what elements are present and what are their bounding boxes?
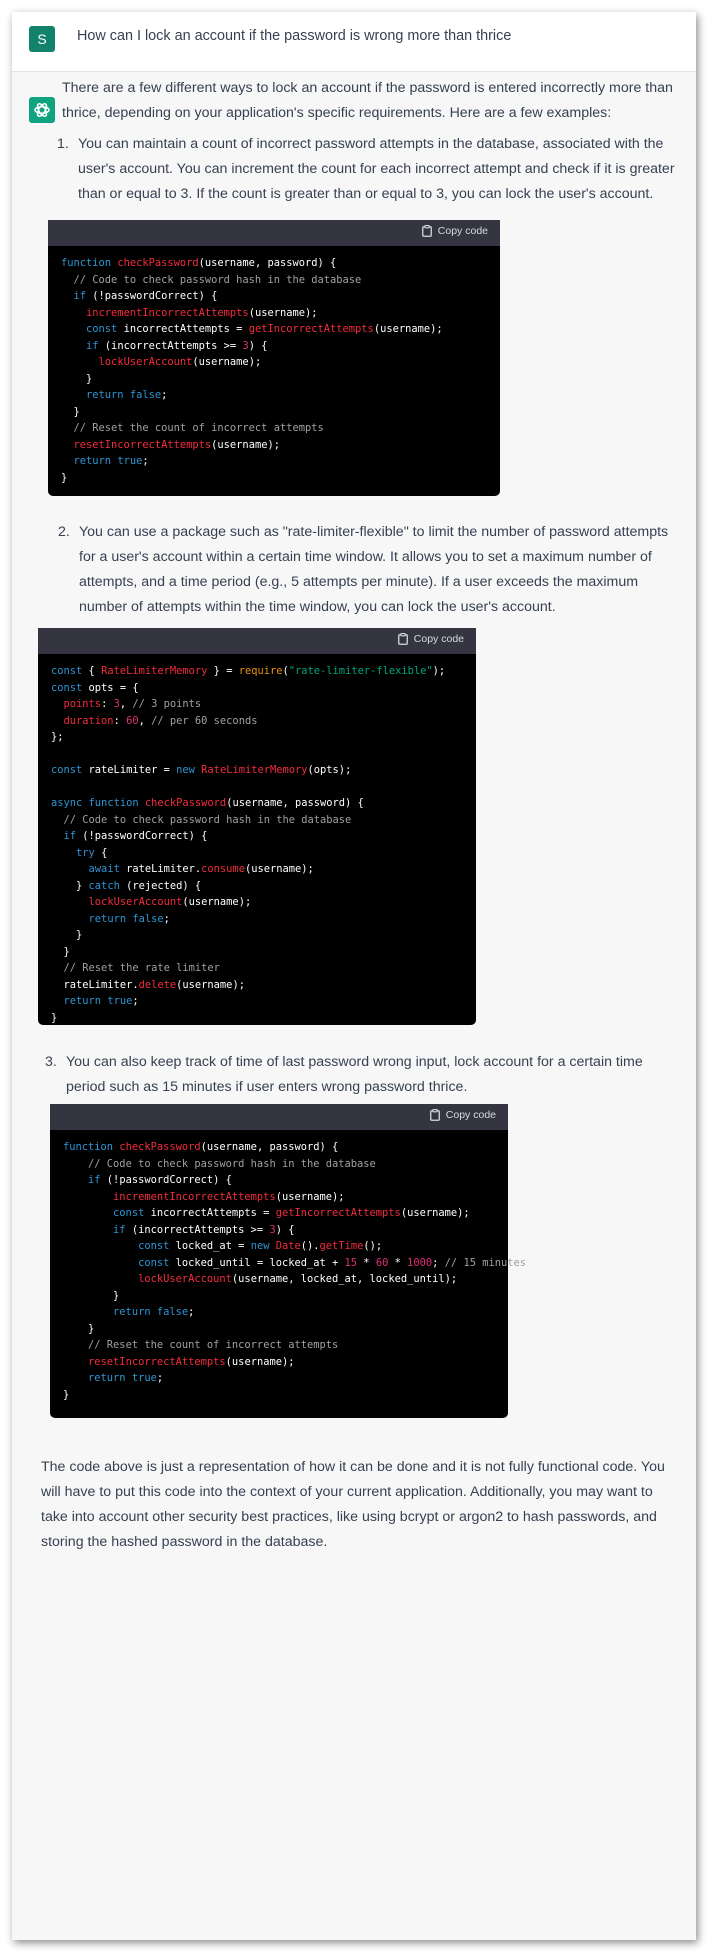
code-block-header bbox=[50, 1104, 508, 1130]
list-item-text: You can use a package such as "rate-limiter-flexible" to limit the number of password attempts for a user's account within a certain time window. It allows you to set a maximum number of attempts, and a time period (e.g., 5 attempts per minute). If a user exceeds the maximum number of attempts within the time window, you can lock the user's account. bbox=[79, 524, 669, 615]
chat-frame bbox=[12, 12, 696, 1940]
code-block bbox=[50, 1104, 526, 1418]
user-avatar: S bbox=[29, 26, 55, 52]
list-item-number: 2. bbox=[58, 524, 70, 540]
list-item-number: 1. bbox=[57, 136, 69, 152]
assistant-intro: There are a few different ways to lock an account if the password is entered incorrectly more than thrice, depending on your application's specific requirements. Here are a few examples: bbox=[62, 80, 673, 121]
list-item bbox=[58, 520, 687, 620]
assistant-outro: The code above is just a representation of how it can be done and it is not fully functional code. You will have to put this code into the context of your current application. Additionally, you may want to take into account other security best practices, like using bcrypt or argon2 to hash passwords, and storing the hashed password in the database. bbox=[41, 1459, 665, 1550]
code-content: const { RateLimiterMemory } = require("rate-limiter-flexible"); const opts = { points: 3, // 3 points duration: 60, // per 60 seconds }; const rateLimiter = new RateLimiterMemory(opts); async function checkPassword(username, password) { // Code to check password hash in the database if (!passwordCorrect) { try { await rateLimiter.consume(username); } catch (rejected) { lockUserAccount(username); return false; } } // Reset the rate limiter rateLimiter.delete(username); return true; } bbox=[51, 665, 446, 1024]
copy-code-button[interactable] bbox=[398, 633, 464, 645]
code-block-header bbox=[48, 220, 500, 246]
user-message-row bbox=[12, 12, 696, 72]
list-item-text: You can also keep track of time of last password wrong input, lock account for a certain time period such as 15 minutes if user enters wrong password thrice. bbox=[66, 1054, 643, 1095]
clipboard-icon bbox=[430, 1109, 440, 1121]
code-content: function checkPassword(username, password) { // Code to check password hash in the database if (!passwordCorrect) { incrementIncorrectAttempts(username); const incorrectAttempts = getIncorrectAttempts(username); if (incorrectAttempts >= 3) { const locked_at = new Date().getTime(); const locked_until = locked_at + 15 * 60 * 1000; // 15 minutes lockUserAccount(username, locked_at, locked_until); } return false; } // Reset the count of incorrect attempts resetIncorrectAttempts(username); return true; } bbox=[63, 1141, 526, 1401]
list-item-text: You can maintain a count of incorrect password attempts in the database, associated with the user's account. You can increment the count for each incorrect attempt and check if it is greater than or equal to 3. If the count is greater than or equal to 3, you can lock the user's account. bbox=[78, 136, 675, 202]
copy-code-label: Copy code bbox=[413, 633, 464, 645]
clipboard-icon bbox=[398, 633, 408, 645]
code-block-header bbox=[38, 628, 476, 654]
copy-code-button[interactable] bbox=[422, 225, 488, 237]
assistant-logo-icon bbox=[29, 97, 55, 123]
code-content: function checkPassword(username, password) { // Code to check password hash in the database if (!passwordCorrect) { incrementIncorrectAttempts(username); const incorrectAttempts = getIncorrectAttempts(username); if (incorrectAttempts >= 3) { lockUserAccount(username); } return false; } // Reset the count of incorrect attempts resetIncorrectAttempts(username); return true; } bbox=[61, 257, 443, 484]
list-item bbox=[57, 132, 688, 207]
code-block bbox=[48, 220, 500, 496]
copy-code-label: Copy code bbox=[445, 1109, 496, 1121]
copy-code-label: Copy code bbox=[437, 225, 488, 237]
code-block bbox=[38, 628, 476, 1025]
copy-code-button[interactable] bbox=[430, 1109, 496, 1121]
list-item-number: 3. bbox=[45, 1054, 57, 1070]
user-message: How can I lock an account if the password is wrong more than thrice bbox=[77, 28, 512, 44]
list-item bbox=[45, 1050, 686, 1100]
clipboard-icon bbox=[422, 225, 432, 237]
